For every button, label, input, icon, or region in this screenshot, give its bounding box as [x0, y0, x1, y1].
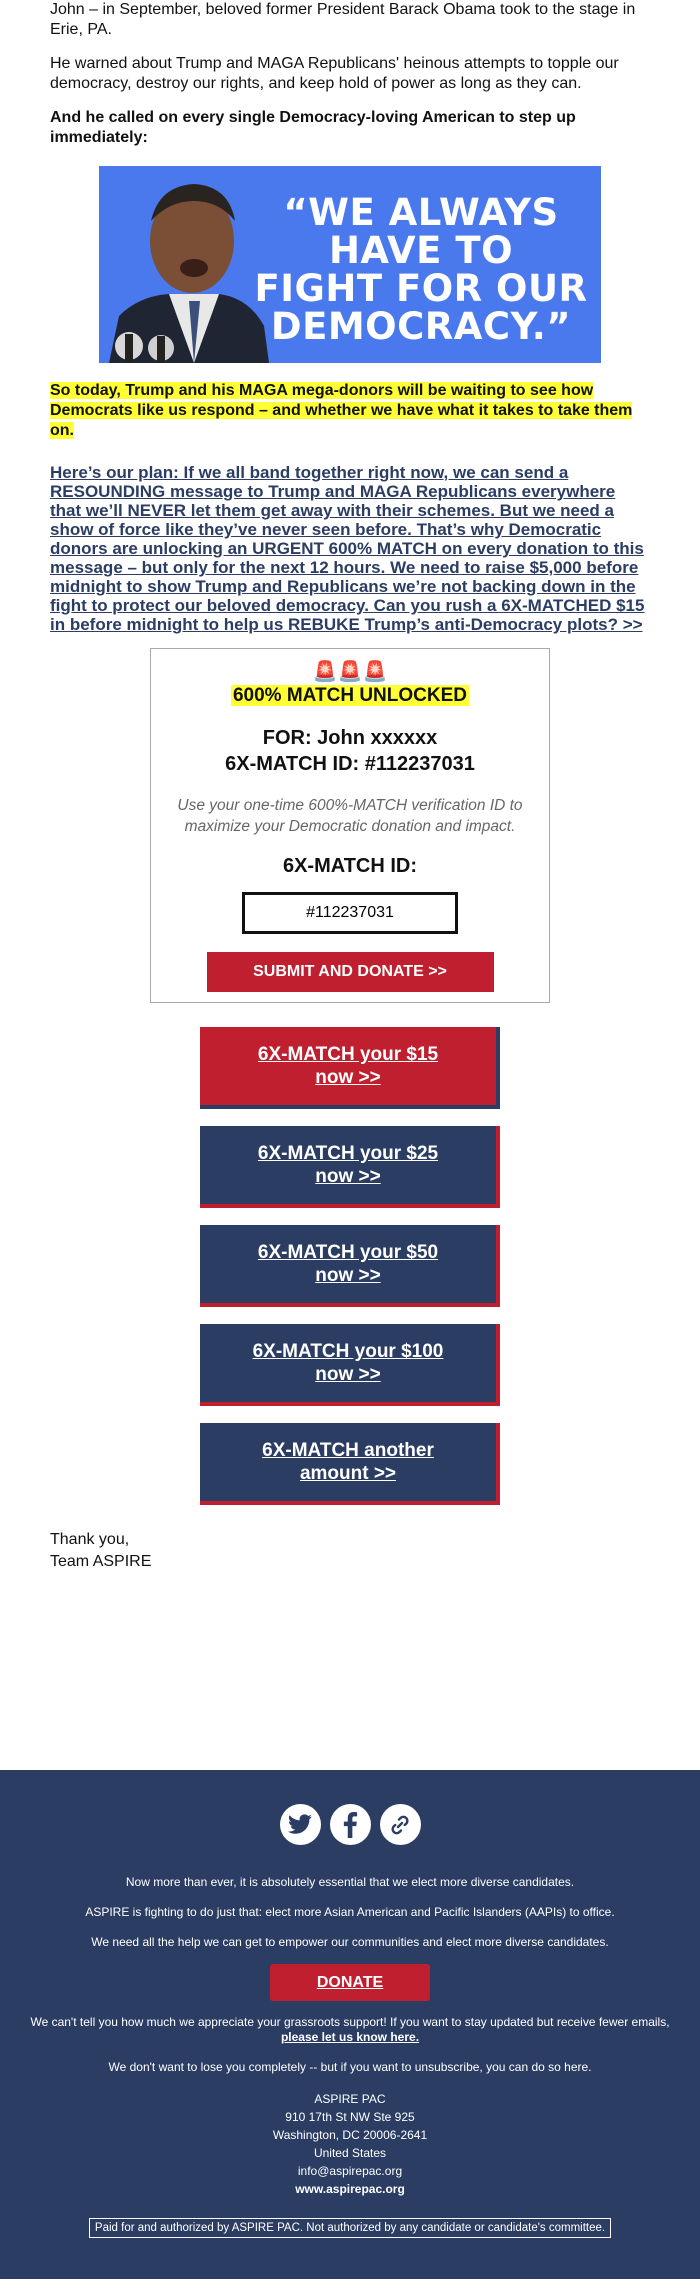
paid-for-wrap	[0, 2218, 700, 2238]
highlight-paragraph	[50, 381, 650, 441]
donate-50-button[interactable]	[200, 1225, 500, 1307]
button-line: now >>	[315, 1067, 381, 1088]
quote-line: “WE ALWAYS	[283, 191, 559, 234]
obama-photo-illustration	[99, 166, 269, 363]
link-icon[interactable]	[380, 1804, 421, 1845]
highlight-text: So today, Trump and his MAGA mega-donors will be waiting to see how Democrats like us respond – and whether we have what it takes to take them on.	[50, 382, 633, 439]
footer-paragraph-1: Now more than ever, it is absolutely essential that we elect more diverse candidates.	[125, 1875, 575, 1889]
social-links	[0, 1804, 700, 1845]
signoff-line: Thank you,	[50, 1531, 130, 1548]
address-line-2: Washington, DC 20006-2641	[272, 2128, 428, 2142]
button-line: 6X-MATCH your $15	[257, 1044, 439, 1065]
button-line: now >>	[315, 1166, 381, 1187]
facebook-icon[interactable]	[330, 1804, 371, 1845]
quote-line: HAVE TO	[328, 229, 514, 272]
unsubscribe-text[interactable]: We don't want to lose you completely -- but if you want to unsubscribe, you can do so here.	[108, 2060, 592, 2074]
website-link[interactable]: www.aspirepac.org	[295, 2182, 405, 2196]
quote-text	[249, 191, 593, 348]
signoff-line: Team ASPIRE	[50, 1553, 152, 1570]
verification-instructions: Use your one-time 600%-MATCH verification ID to maximize your Democratic donation and impact.	[177, 797, 523, 835]
org-name: ASPIRE PAC	[314, 2092, 386, 2106]
quote-line: DEMOCRACY.”	[270, 305, 572, 348]
fewer-emails-text: We can't tell you how much we appreciate your grassroots support! If you want to stay updated but receive fewer emails,	[30, 2015, 670, 2029]
plan-donate-link[interactable]: Here’s our plan: If we all band together right now, we can send a RESOUNDING message to Trump and MAGA Republicans everywhere that we’ll NEVER let them get away with their schemes. But we need a show of force like they’ve never seen before. That’s why Democratic donors are unlocking an URGENT 600% MATCH on every donation to this message – but only for the next 12 hours. We need to raise $5,000 before midnight to show Trump and Republicans we’re not backing down in the fight to protect our beloved democracy. Can you rush a 6X-MATCHED $15 in before midnight to help us REBUKE Trump’s anti-Democracy plots? >>	[50, 463, 645, 634]
address-line-1: 910 17th St NW Ste 925	[285, 2110, 415, 2124]
button-line: 6X-MATCH your $25	[257, 1143, 439, 1164]
signoff	[50, 1529, 650, 1573]
footer-paragraph-3: We need all the help we can get to empower our communities and elect more diverse candidates.	[91, 1935, 609, 1949]
email-footer	[0, 1770, 700, 2279]
submit-and-donate-button[interactable]: SUBMIT AND DONATE >>	[207, 952, 494, 992]
button-line: amount >>	[299, 1463, 397, 1484]
button-line: now >>	[315, 1364, 381, 1385]
siren-icons: 🚨🚨🚨	[312, 661, 388, 683]
donate-button-list	[50, 1027, 650, 1505]
button-line: now >>	[315, 1265, 381, 1286]
intro-paragraph-1: John – in September, beloved former President Barack Obama took to the stage in Erie, PA.	[50, 1, 636, 38]
button-line: 6X-MATCH another	[262, 1440, 434, 1461]
footer-address	[0, 2090, 700, 2198]
address-country: United States	[313, 2146, 387, 2160]
quote-line: FIGHT FOR OUR	[254, 267, 588, 310]
recipient-line: FOR: John xxxxxx	[262, 727, 438, 749]
donate-25-button[interactable]	[200, 1126, 500, 1208]
intro-paragraph-2: He warned about Trump and MAGA Republicans' heinous attempts to topple our democracy, destroy our rights, and keep hold of power as long as they can.	[50, 55, 619, 92]
contact-email[interactable]: info@aspirepac.org	[297, 2164, 403, 2178]
donate-15-button[interactable]	[200, 1027, 500, 1109]
button-line: 6X-MATCH your $50	[257, 1242, 439, 1263]
intro-paragraph-3: And he called on every single Democracy-loving American to step up immediately:	[50, 109, 576, 146]
footer-paragraph-4	[0, 2015, 700, 2045]
match-unlocked-banner: 600% MATCH UNLOCKED	[232, 685, 467, 706]
match-id-label: 6X-MATCH ID:	[282, 855, 418, 877]
fewer-emails-link[interactable]: please let us know here.	[280, 2030, 420, 2044]
twitter-icon[interactable]	[280, 1804, 321, 1845]
donate-100-button[interactable]	[200, 1324, 500, 1406]
footer-paragraph-2: ASPIRE is fighting to do just that: elect more Asian American and Pacific Islanders (AAPIs) to office.	[85, 1905, 615, 1919]
footer-donate-button[interactable]: DONATE	[270, 1964, 430, 2001]
obama-quote-banner[interactable]	[99, 166, 601, 363]
donate-other-amount-button[interactable]	[200, 1423, 500, 1505]
button-line: 6X-MATCH your $100	[252, 1341, 444, 1362]
match-id-input[interactable]	[242, 892, 458, 934]
match-id-box	[150, 648, 550, 1003]
match-id-line: 6X-MATCH ID: #112237031	[225, 753, 475, 775]
paid-for-disclaimer: Paid for and authorized by ASPIRE PAC. Not authorized by any candidate or candidate's committee.	[89, 2218, 611, 2238]
